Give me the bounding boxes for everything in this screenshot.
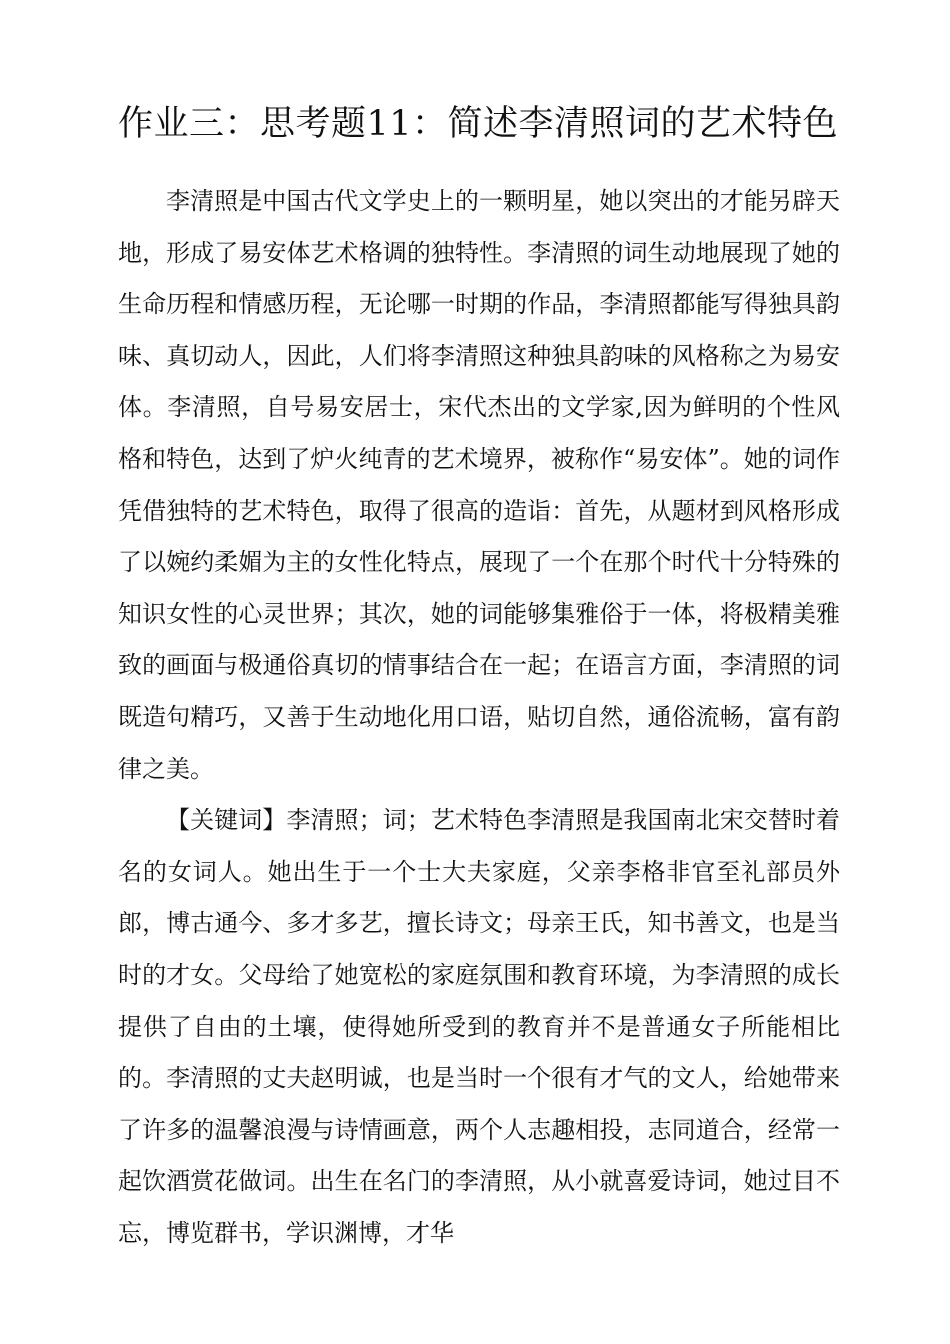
document-title: 作业三：思考题11：简述李清照词的艺术特色 [118,104,839,144]
document-body [118,176,840,1259]
paragraph-keywords: 【关键词】李清照；词；艺术特色李清照是我国南北宋交替时着名的女词人。她出生于一个士大夫家庭，父亲李格非官至礼部员外郎，博古通今、多才多艺，擅长诗文；母亲王氏，知书善文，也是当时的才女。父母给了她宽松的家庭氛围和教育环境，为李清照的成长提供了自由的土壤，使得她所受到的教育并不是普通女子所能相比的。李清照的丈夫赵明诚，也是当时一个很有才气的文人，给她带来了许多的温馨浪漫与诗情画意，两个人志趣相投，志同道合，经常一起饮酒赏花做词。出生在名门的李清照，从小就喜爱诗词，她过目不忘，博览群书，学识渊博，才华 [118,806,840,1247]
paragraph-intro: 李清照是中国古代文学史上的一颗明星，她以突出的才能另辟天地，形成了易安体艺术格调的独特性。李清照的词生动地展现了她的生命历程和情感历程，无论哪一时期的作品，李清照都能写得独具韵味、真切动人，因此，人们将李清照这种独具韵味的风格称之为易安体。李清照，自号易安居士，宋代杰出的文学家,因为鲜明的个性风格和特色，达到了炉火纯青的艺术境界，被称作“易安体”。她的词作凭借独特的艺术特色，取得了很高的造诣：首先，从题材到风格形成了以婉约柔媚为主的女性化特点，展现了一个在那个时代十分特殊的知识女性的心灵世界；其次，她的词能够集雅俗于一体，将极精美雅致的画面与极通俗真切的情事结合在一起；在语言方面，李清照的词既造句精巧，又善于生动地化用口语，贴切自然，通俗流畅，富有韵律之美。 [118,187,840,783]
